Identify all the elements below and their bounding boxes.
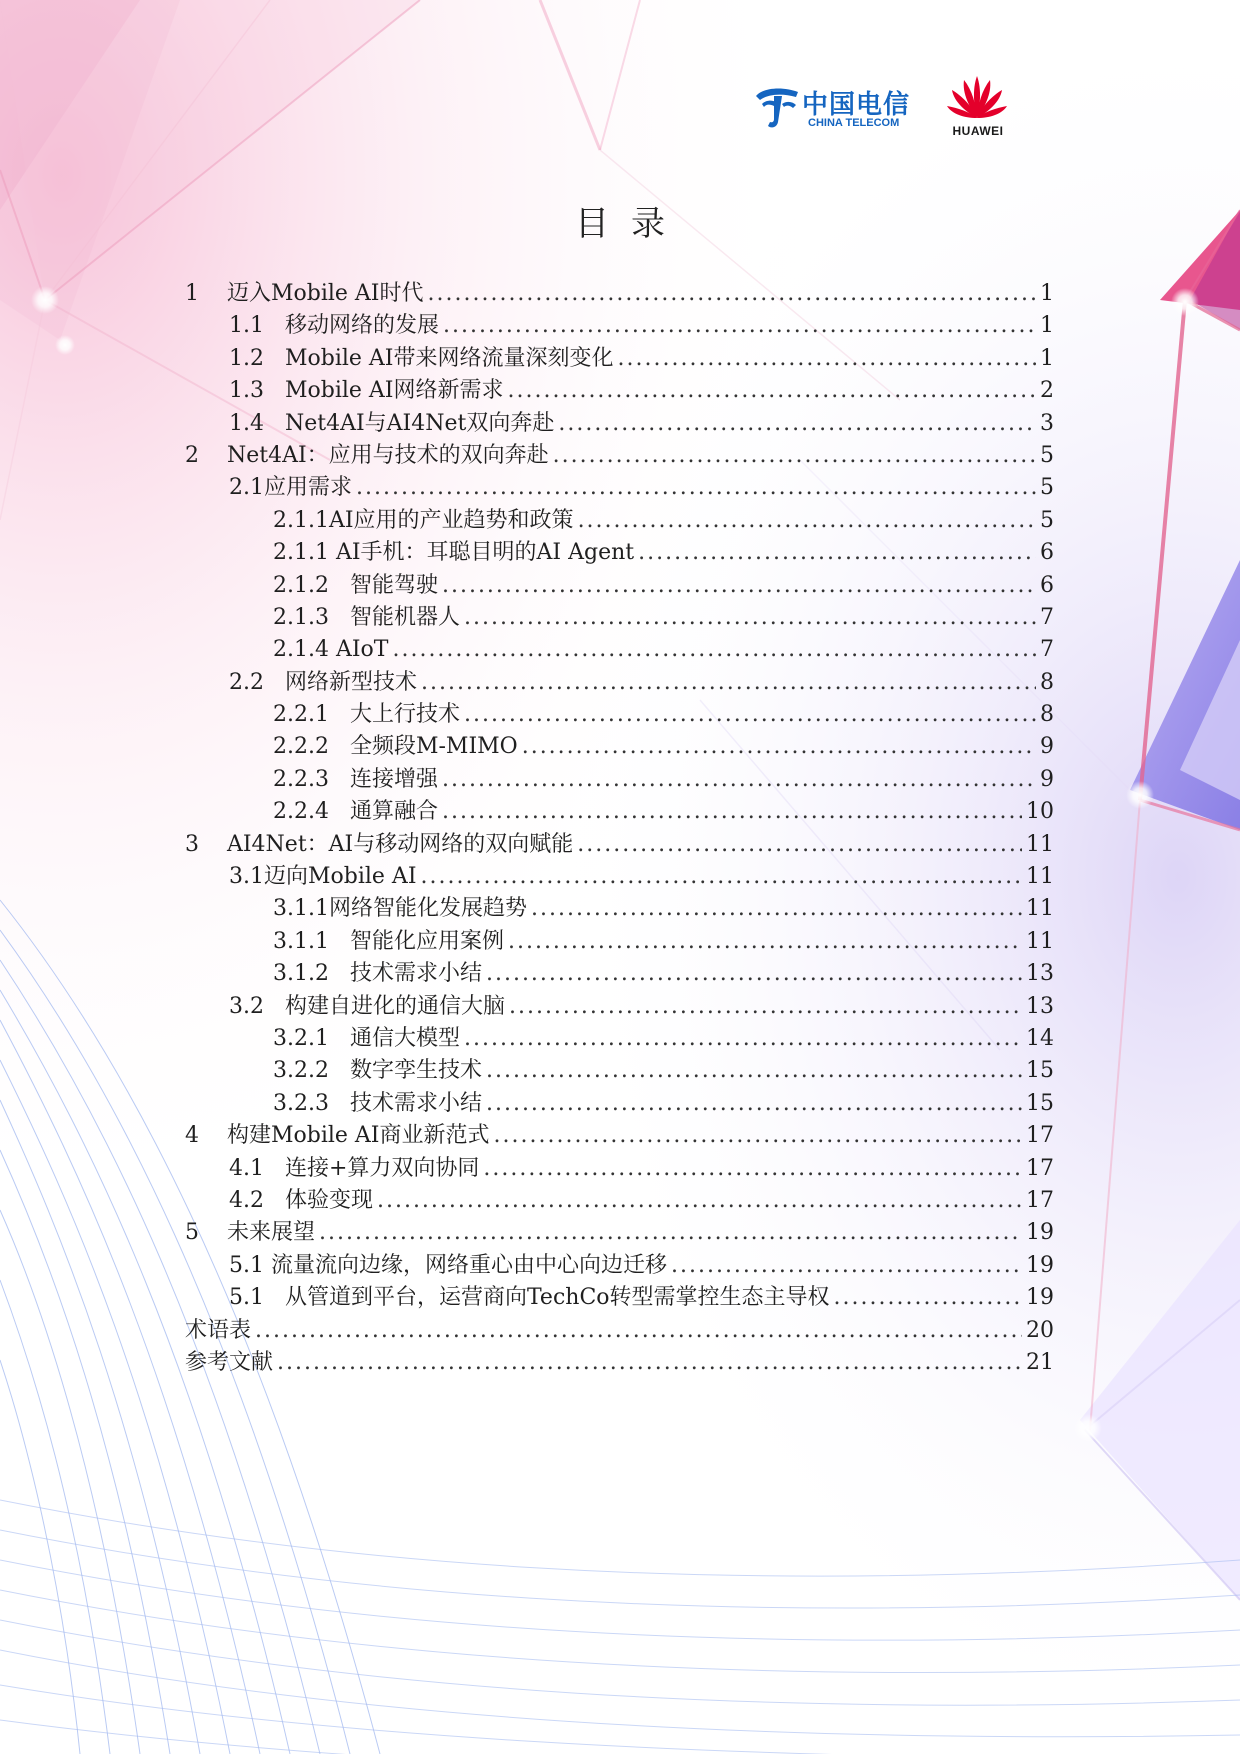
toc-leader-dots (494, 1120, 1023, 1152)
toc-leader-dots (464, 1023, 1022, 1055)
toc-leader-dots (531, 893, 1022, 925)
toc-entry-page-number: 6 (1040, 572, 1054, 598)
toc-entry-title: 3.2 构建自进化的通信大脑 (229, 993, 505, 1019)
toc-entry-page-number: 8 (1040, 702, 1054, 728)
toc-leader-dots (464, 699, 1036, 731)
toc-entry-page-number: 2 (1040, 378, 1054, 404)
toc-entry-page-number: 3 (1040, 410, 1054, 436)
huawei-wordmark: HUAWEI (952, 124, 1004, 138)
toc-entry-title: 2.1.2 智能驾驶 (273, 572, 438, 598)
toc-entry-page-number: 5 (1040, 475, 1054, 501)
toc-leader-dots (508, 375, 1037, 407)
toc-entry-title: 1.4 Net4AI与AI4Net双向奔赴 (229, 410, 555, 436)
toc-leader-dots (558, 408, 1036, 440)
toc-entry-page-number: 11 (1026, 896, 1054, 922)
toc-entry[interactable] (185, 1315, 1054, 1347)
toc-leader-dots (442, 764, 1036, 796)
toc-entry-title: 3.2.2 数字孪生技术 (273, 1058, 482, 1084)
toc-entry-title: 5 未来展望 (185, 1220, 315, 1246)
huawei-petals-icon (946, 72, 1008, 120)
toc-entry-page-number: 5 (1040, 442, 1054, 468)
toc-entry[interactable] (185, 570, 1054, 602)
toc-entry[interactable] (185, 310, 1054, 342)
toc-entry-title: 2.2.4 通算融合 (273, 799, 438, 825)
toc-entry-title: 1.1 移动网络的发展 (229, 313, 439, 339)
huawei-logo (944, 72, 1012, 140)
toc-entry-page-number: 17 (1026, 1123, 1054, 1149)
toc-leader-dots (428, 278, 1037, 310)
toc-leader-dots (553, 440, 1036, 472)
toc-entry-title: 4 构建Mobile AI商业新范式 (185, 1123, 490, 1149)
china-telecom-logo (752, 82, 922, 142)
toc-entry-title: 3.1.1 智能化应用案例 (273, 928, 504, 954)
toc-leader-dots (255, 1315, 1022, 1347)
toc-entry[interactable] (185, 1282, 1054, 1314)
toc-entry-page-number: 7 (1040, 604, 1054, 630)
table-of-contents (185, 278, 1054, 1379)
toc-entry-title: 参考文献 (185, 1349, 274, 1375)
toc-entry-title: 1.2 Mobile AI带来网络流量深刻变化 (229, 345, 614, 371)
toc-leader-dots (486, 958, 1022, 990)
toc-leader-dots (483, 1153, 1022, 1185)
toc-entry-page-number: 10 (1026, 799, 1054, 825)
toc-entry-title: 3.1.2 技术需求小结 (273, 961, 482, 987)
toc-entry-title: 2.2.2 全频段M-MIMO (273, 734, 518, 760)
toc-entry-page-number: 13 (1026, 993, 1054, 1019)
toc-entry-title: 2.2.3 连接增强 (273, 766, 438, 792)
toc-entry-page-number: 1 (1040, 281, 1054, 306)
toc-entry-page-number: 14 (1026, 1025, 1054, 1051)
toc-leader-dots (421, 861, 1022, 893)
toc-leader-dots (356, 472, 1036, 504)
toc-leader-dots (277, 1347, 1022, 1379)
toc-entry[interactable] (185, 1023, 1054, 1055)
toc-entry-title: 3.1迈向Mobile AI (229, 864, 417, 890)
toc-entry-title: 2 Net4AI：应用与技术的双向奔赴 (185, 442, 549, 468)
toc-entry[interactable] (185, 958, 1054, 990)
toc-entry[interactable] (185, 926, 1054, 958)
toc-entry-page-number: 9 (1040, 734, 1054, 760)
toc-entry-page-number: 8 (1040, 669, 1054, 695)
toc-entry-title: 3.2.3 技术需求小结 (273, 1090, 482, 1116)
toc-entry[interactable] (185, 764, 1054, 796)
toc-entry[interactable] (185, 731, 1054, 763)
toc-entry-title: 3 AI4Net：AI与移动网络的双向赋能 (185, 831, 574, 857)
toc-leader-dots (464, 602, 1036, 634)
toc-leader-dots (319, 1217, 1022, 1249)
toc-leader-dots (522, 731, 1036, 763)
toc-entry[interactable] (185, 1347, 1054, 1379)
toc-entry[interactable] (185, 602, 1054, 634)
toc-leader-dots (486, 1088, 1022, 1120)
toc-entry[interactable] (185, 829, 1054, 861)
toc-entry-title: 2.2 网络新型技术 (229, 669, 417, 695)
toc-entry-title: 2.1.1 AI手机：耳聪目明的AI Agent (273, 540, 635, 566)
toc-entry-title: 2.1.4 AIoT (273, 637, 389, 663)
toc-leader-dots (392, 634, 1036, 666)
toc-entry[interactable] (185, 1055, 1054, 1087)
toc-entry[interactable] (185, 408, 1054, 440)
toc-entry-page-number: 1 (1040, 345, 1054, 371)
toc-entry-page-number: 19 (1026, 1285, 1054, 1311)
toc-leader-dots (834, 1282, 1022, 1314)
toc-leader-dots (486, 1055, 1022, 1087)
toc-entry-page-number: 11 (1026, 864, 1054, 890)
toc-entry-page-number: 15 (1026, 1090, 1054, 1116)
toc-entry-title: 4.1 连接+算力双向协同 (229, 1155, 480, 1181)
toc-entry[interactable] (185, 861, 1054, 893)
toc-leader-dots (671, 1250, 1022, 1282)
toc-entry-title: 1.3 Mobile AI网络新需求 (229, 378, 504, 404)
toc-entry[interactable] (185, 991, 1054, 1023)
toc-entry-page-number: 11 (1026, 928, 1054, 954)
toc-entry-page-number: 19 (1026, 1220, 1054, 1246)
toc-entry-page-number: 13 (1026, 961, 1054, 987)
toc-entry[interactable] (185, 278, 1054, 310)
toc-leader-dots (377, 1185, 1022, 1217)
toc-leader-dots (442, 570, 1036, 602)
toc-entry-title: 1 迈入Mobile AI时代 (185, 281, 424, 306)
toc-entry-title: 术语表 (185, 1317, 252, 1343)
toc-entry-title: 2.1.1AI应用的产业趋势和政策 (273, 507, 574, 533)
toc-entry-title: 3.1.1网络智能化发展趋势 (273, 896, 527, 922)
toc-entry-page-number: 5 (1040, 507, 1054, 533)
toc-entry[interactable] (185, 343, 1054, 375)
toc-entry-page-number: 7 (1040, 637, 1054, 663)
toc-leader-dots (443, 310, 1036, 342)
china-telecom-chinese-name: 中国电信 (802, 90, 911, 120)
toc-leader-dots (638, 537, 1036, 569)
header-logos (752, 72, 1012, 142)
toc-entry[interactable] (185, 1120, 1054, 1152)
toc-entry[interactable] (185, 667, 1054, 699)
toc-entry-page-number: 17 (1026, 1187, 1054, 1213)
toc-entry[interactable] (185, 1185, 1054, 1217)
toc-entry-title: 2.1应用需求 (229, 475, 352, 501)
toc-entry-page-number: 9 (1040, 766, 1054, 792)
toc-entry-page-number: 19 (1026, 1252, 1054, 1278)
china-telecom-symbol-icon (752, 82, 802, 130)
toc-entry[interactable] (185, 893, 1054, 925)
toc-entry-page-number: 6 (1040, 540, 1054, 566)
toc-entry-title: 4.2 体验变现 (229, 1187, 373, 1213)
toc-leader-dots (508, 926, 1022, 958)
page-title: 目录 (575, 204, 687, 244)
toc-entry-page-number: 20 (1026, 1317, 1054, 1343)
toc-entry-title: 5.1 从管道到平台，运营商向TechCo转型需掌控生态主导权 (229, 1285, 830, 1311)
toc-entry[interactable] (185, 699, 1054, 731)
toc-entry-title: 2.1.3 智能机器人 (273, 604, 460, 630)
toc-entry-title: 2.2.1 大上行技术 (273, 702, 460, 728)
toc-entry-page-number: 1 (1040, 313, 1054, 339)
toc-leader-dots (442, 796, 1022, 828)
toc-entry[interactable] (185, 505, 1054, 537)
toc-entry-page-number: 17 (1026, 1155, 1054, 1181)
toc-leader-dots (577, 829, 1022, 861)
toc-leader-dots (421, 667, 1036, 699)
toc-leader-dots (578, 505, 1036, 537)
toc-entry[interactable] (185, 1217, 1054, 1249)
toc-entry-title: 5.1 流量流向边缘，网络重心由中心向边迁移 (229, 1252, 667, 1278)
toc-entry[interactable] (185, 537, 1054, 569)
toc-entry[interactable] (185, 1088, 1054, 1120)
toc-entry-page-number: 15 (1026, 1058, 1054, 1084)
toc-entry[interactable] (185, 472, 1054, 504)
toc-leader-dots (509, 991, 1022, 1023)
toc-leader-dots (618, 343, 1037, 375)
china-telecom-english-name: CHINA TELECOM (808, 117, 900, 129)
toc-entry-page-number: 21 (1026, 1349, 1054, 1375)
toc-entry[interactable] (185, 796, 1054, 828)
toc-entry[interactable] (185, 1250, 1054, 1282)
toc-entry-page-number: 11 (1026, 831, 1054, 857)
toc-entry[interactable] (185, 634, 1054, 666)
toc-entry[interactable] (185, 1153, 1054, 1185)
toc-entry[interactable] (185, 375, 1054, 407)
toc-entry-title: 3.2.1 通信大模型 (273, 1025, 460, 1051)
toc-entry[interactable] (185, 440, 1054, 472)
